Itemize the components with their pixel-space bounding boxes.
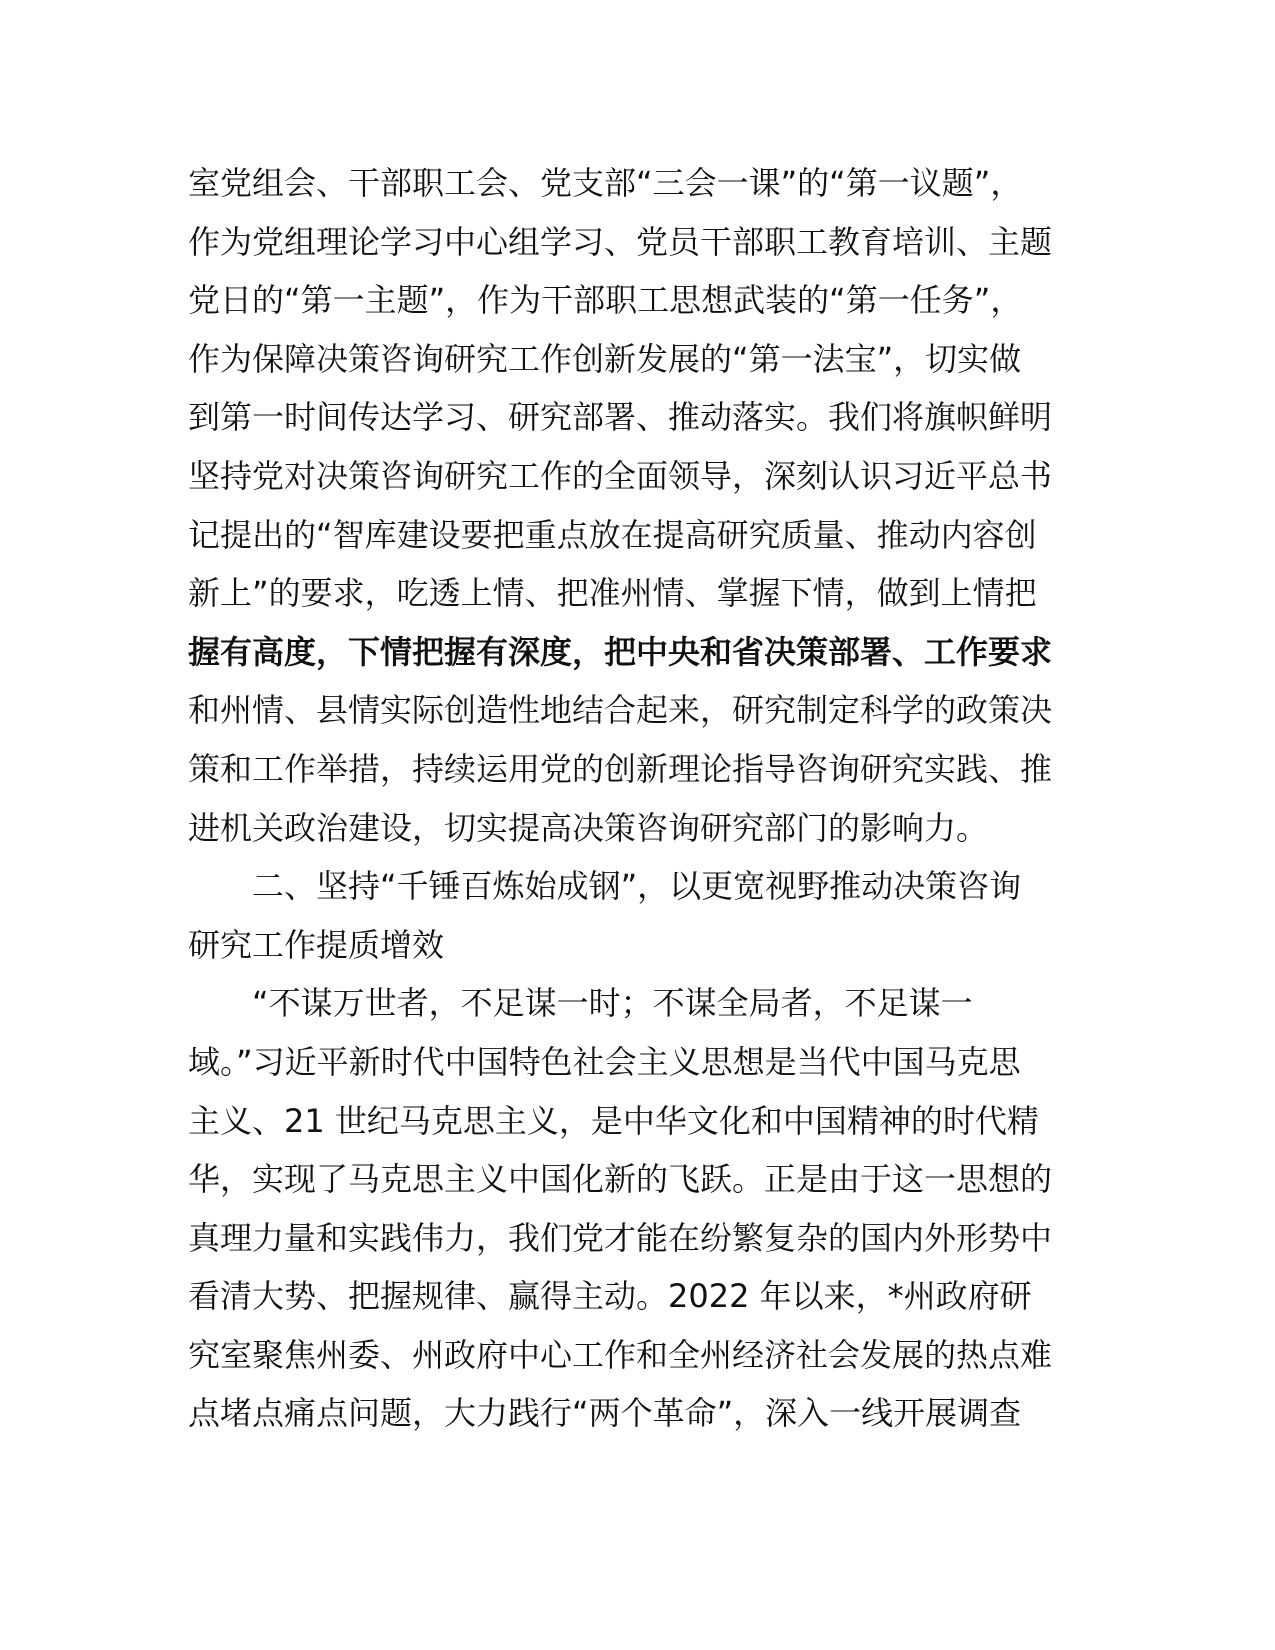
text-line: 党日的“第一主题”，作为干部职工思想武装的“第一任务”， xyxy=(188,281,1023,320)
text-line: 记提出的“智库建设要把重点放在提高研究质量、推动内容创 xyxy=(188,515,1037,554)
text-line: 到第一时间传达学习、研究部署、推动落实。我们将旗帜鲜明 xyxy=(188,398,1053,437)
text-line: 点堵点痛点问题，大力践行“两个革命”，深入一线开展调查 xyxy=(188,1394,1022,1433)
text-line: 主义、21 世纪马克思主义，是中华文化和中国精神的时代精 xyxy=(188,1101,1039,1140)
text-line: 进机关政治建设，切实提高决策咨询研究部门的影响力。 xyxy=(188,808,989,847)
text-line: 和州情、县情实际创造性地结合起来，研究制定科学的政策决 xyxy=(188,691,1053,730)
text-line: 策和工作举措，持续运用党的创新理论指导咨询研究实践、推 xyxy=(188,749,1053,788)
text-line: 室党组会、干部职工会、党支部“三会一课”的“第一议题”， xyxy=(188,164,1023,202)
text-line: 握有高度，下情把握有深度，把中央和省决策部署、工作要求 xyxy=(188,632,1053,671)
body-text xyxy=(188,154,1088,1443)
text-line: 新上”的要求，吃透上情、把准州情、掌握下情，做到上情把 xyxy=(188,574,1037,613)
text-line: “不谋万世者，不足谋一时；不谋全局者，不足谋一 xyxy=(252,984,973,1023)
text-line: 作为保障决策咨询研究工作创新发展的“第一法宝”，切实做 xyxy=(188,339,1022,378)
text-line: 究室聚焦州委、州政府中心工作和全州经济社会发展的热点难 xyxy=(188,1335,1053,1374)
text-line: 作为党组理论学习中心组学习、党员干部职工教育培训、主题 xyxy=(188,222,1053,261)
text-line: 华，实现了马克思主义中国化新的飞跃。正是由于这一思想的 xyxy=(188,1160,1053,1199)
text-line: 看清大势、把握规律、赢得主动。2022 年以来，*州政府研 xyxy=(188,1277,1032,1316)
text-line: 坚持党对决策咨询研究工作的全面领导，深刻认识习近平总书 xyxy=(188,456,1053,495)
text-line: 域。”习近平新时代中国特色社会主义思想是当代中国马克思 xyxy=(188,1042,1021,1081)
section-heading: 二、坚持“千锤百炼始成钢”，以更宽视野推动决策咨询 xyxy=(252,867,1022,906)
text-line: 真理力量和实践伟力，我们党才能在纷繁复杂的国内外形势中 xyxy=(188,1218,1053,1257)
section-heading: 研究工作提质增效 xyxy=(188,925,445,964)
